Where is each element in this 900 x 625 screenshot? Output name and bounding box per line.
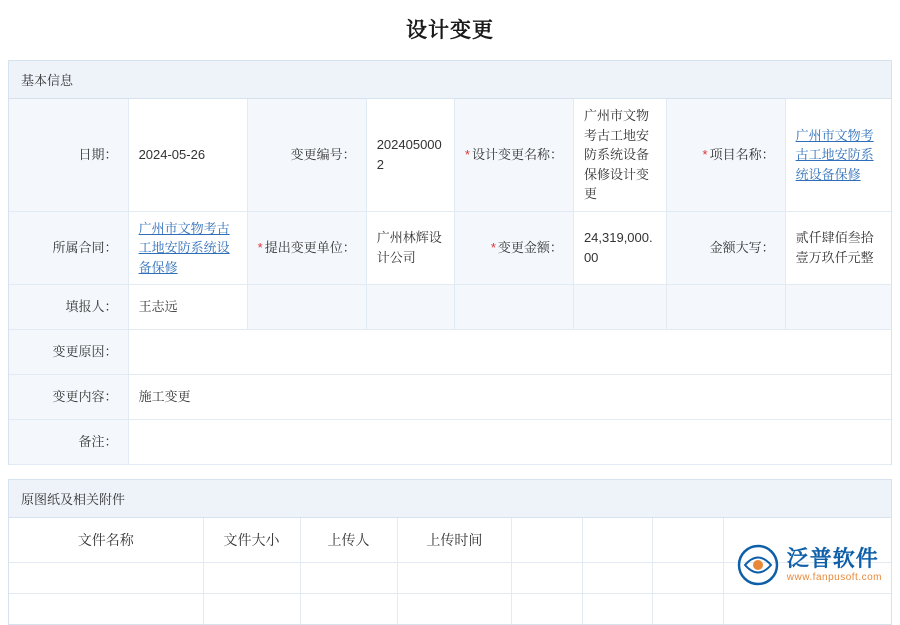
required-marker: * bbox=[702, 147, 708, 162]
basic-info-table bbox=[9, 99, 891, 465]
cell-file-name bbox=[9, 563, 203, 594]
field-value-amount-in-words: 贰仟肆佰叁拾壹万玖仟元整 bbox=[785, 211, 891, 285]
attachments-header-row bbox=[9, 518, 891, 563]
cell-uploader bbox=[300, 563, 397, 594]
attachments-header: 原图纸及相关附件 bbox=[9, 480, 891, 518]
empty-cell bbox=[785, 285, 891, 330]
table-row bbox=[9, 375, 891, 420]
column-header-uploader[interactable]: 上传人 bbox=[300, 518, 397, 563]
field-label-change-no: 变更编号： bbox=[247, 99, 366, 211]
table-row bbox=[9, 211, 891, 285]
cell-uploader bbox=[300, 594, 397, 625]
cell-extra-2 bbox=[582, 563, 653, 594]
column-header-extra-3 bbox=[653, 518, 724, 563]
page-title: 设计变更 bbox=[406, 19, 494, 42]
column-header-extra-4 bbox=[723, 518, 891, 563]
field-label-change-amount: * 变更金额： bbox=[454, 211, 573, 285]
table-row[interactable] bbox=[9, 563, 891, 594]
cell-extra-4 bbox=[723, 563, 891, 594]
field-value-change-reason[interactable] bbox=[128, 330, 891, 375]
field-label-remark: 备注： bbox=[9, 420, 128, 465]
cell-extra-4 bbox=[723, 594, 891, 625]
field-label-contract: 所属合同： bbox=[9, 211, 128, 285]
empty-cell bbox=[366, 285, 454, 330]
cell-file-size bbox=[203, 563, 300, 594]
column-header-upload-time[interactable]: 上传时间 bbox=[397, 518, 512, 563]
basic-info-panel bbox=[8, 60, 892, 465]
field-label-date: 日期： bbox=[9, 99, 128, 211]
cell-extra-3 bbox=[653, 594, 724, 625]
cell-extra-1 bbox=[512, 594, 583, 625]
field-value-date[interactable]: 2024-05-26 bbox=[128, 99, 247, 211]
empty-cell bbox=[573, 285, 666, 330]
table-row bbox=[9, 420, 891, 465]
field-label-reporter: 填报人： bbox=[9, 285, 128, 330]
attachments-panel bbox=[8, 479, 892, 625]
project-name-link[interactable]: 广州市文物考古工地安防系统设备保修 bbox=[795, 127, 874, 182]
field-value-contract[interactable] bbox=[128, 211, 247, 285]
empty-cell bbox=[247, 285, 366, 330]
required-marker: * bbox=[257, 240, 263, 255]
column-header-extra-1 bbox=[512, 518, 583, 563]
empty-cell bbox=[454, 285, 573, 330]
field-value-proposing-unit[interactable]: 广州林辉设计公司 bbox=[366, 211, 454, 285]
column-header-file-size[interactable]: 文件大小 bbox=[203, 518, 300, 563]
field-value-change-content[interactable]: 施工变更 bbox=[128, 375, 891, 420]
field-value-change-no[interactable]: 2024050002 bbox=[366, 99, 454, 211]
table-row bbox=[9, 330, 891, 375]
cell-file-name bbox=[9, 594, 203, 625]
cell-extra-1 bbox=[512, 563, 583, 594]
cell-upload-time bbox=[397, 594, 512, 625]
cell-extra-3 bbox=[653, 563, 724, 594]
field-label-change-content: 变更内容： bbox=[9, 375, 128, 420]
column-header-extra-2 bbox=[582, 518, 653, 563]
watermark-company-name: 泛普软件 bbox=[786, 546, 879, 572]
attachments-table bbox=[9, 518, 891, 624]
table-row[interactable] bbox=[9, 594, 891, 625]
cell-upload-time bbox=[397, 563, 512, 594]
field-label-proposing-unit: * 提出变更单位： bbox=[247, 211, 366, 285]
field-value-change-amount[interactable]: 24,319,000.00 bbox=[573, 211, 666, 285]
field-label-change-name: * 设计变更名称： bbox=[454, 99, 573, 211]
empty-cell bbox=[666, 285, 785, 330]
field-value-project-name[interactable] bbox=[785, 99, 891, 211]
field-value-remark[interactable] bbox=[128, 420, 891, 465]
basic-info-header: 基本信息 bbox=[9, 61, 891, 99]
field-label-change-reason: 变更原因： bbox=[9, 330, 128, 375]
watermark-url: www.fanpusoft.com bbox=[786, 571, 882, 583]
field-value-reporter[interactable]: 王志远 bbox=[128, 285, 247, 330]
cell-file-size bbox=[203, 594, 300, 625]
contract-link[interactable]: 广州市文物考古工地安防系统设备保修 bbox=[138, 220, 230, 275]
required-marker: * bbox=[490, 240, 496, 255]
required-marker: * bbox=[464, 147, 470, 162]
cell-extra-2 bbox=[582, 594, 653, 625]
table-row bbox=[9, 99, 891, 211]
field-label-project-name: * 项目名称： bbox=[666, 99, 785, 211]
column-header-file-name[interactable]: 文件名称 bbox=[9, 518, 203, 563]
table-row bbox=[9, 285, 891, 330]
field-label-amount-in-words: 金额大写： bbox=[666, 211, 785, 285]
field-value-change-name[interactable]: 广州市文物考古工地安防系统设备保修设计变更 bbox=[573, 99, 666, 211]
